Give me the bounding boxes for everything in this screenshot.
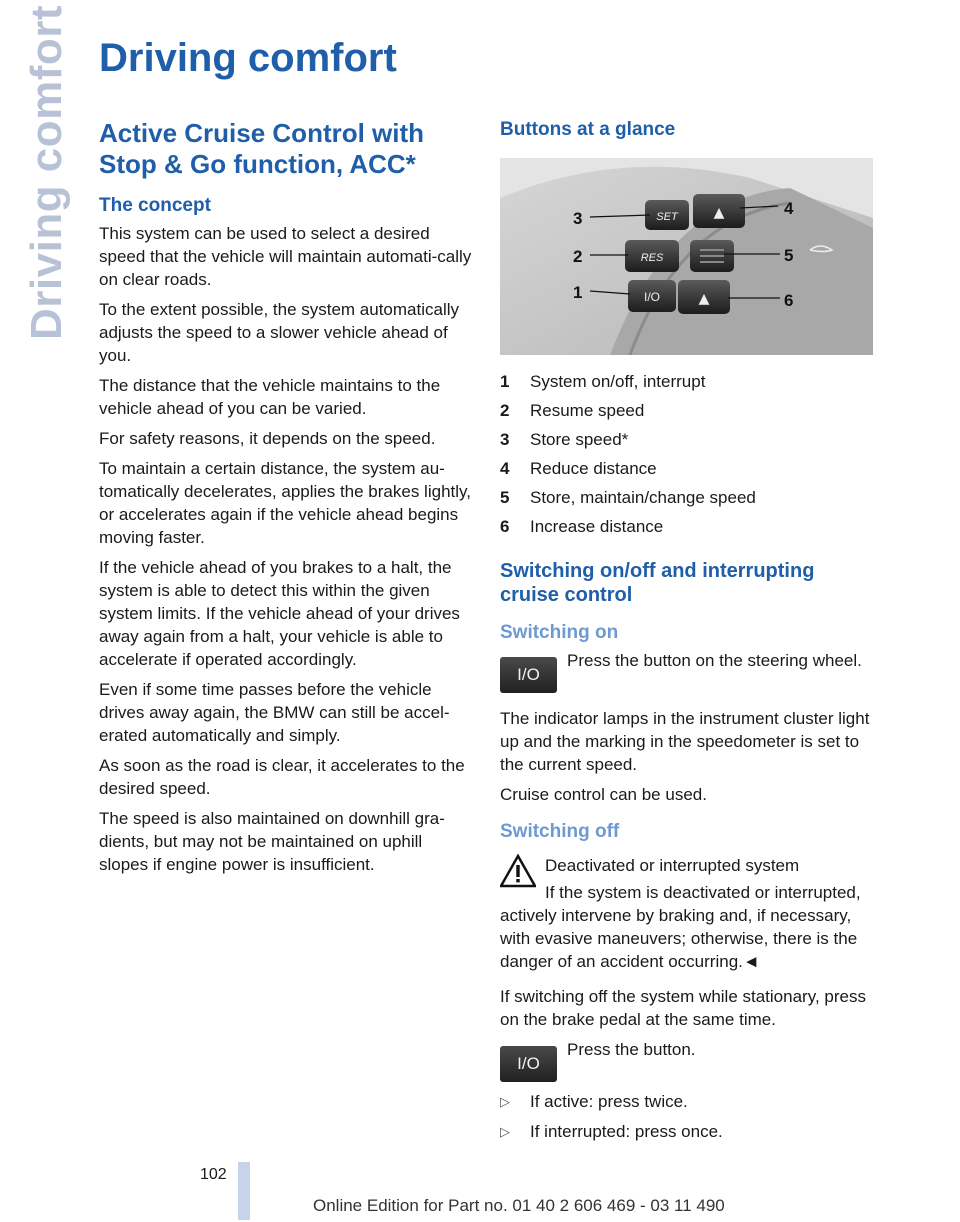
- res-button-label: RES: [640, 252, 664, 264]
- warning-text-continued: actively intervene by braking and, if necessary, with evasive maneuvers; otherwise, there is the danger of an accident occurring.◄: [500, 906, 858, 971]
- warning-title: Deactivated or interrupted system: [545, 856, 800, 875]
- steering-wheel-figure: [500, 158, 873, 355]
- warning-icon: [500, 854, 536, 888]
- footer-text: Online Edition for Part no. 01 40 2 606 469 - 03 11 490: [313, 1196, 725, 1215]
- concept-heading: The concept: [99, 195, 211, 216]
- callout-1: 1: [573, 283, 583, 302]
- page-title: Driving comfort: [99, 36, 397, 80]
- switching-on-text: Press the button on the steering wheel.: [567, 651, 862, 670]
- callout-5: 5: [784, 246, 794, 265]
- bullet-list: [500, 1090, 874, 1143]
- switching-title: Switching on/off and interrupting cruise control: [500, 560, 815, 606]
- io-button-label: I/O: [643, 290, 661, 304]
- legend-item: 3 Store speed*: [500, 430, 629, 449]
- switch-off-row: [500, 1038, 874, 1084]
- io-button-icon: I/O: [500, 657, 557, 693]
- paragraph: If switching off the system while stationary, press on the brake pedal at the same time.: [500, 987, 866, 1029]
- paragraph: The distance that the vehicle maintains to the vehicle ahead of you can be varied.: [99, 376, 441, 418]
- list-item: ▷ If active: press twice.: [500, 1092, 688, 1111]
- left-column: [99, 118, 475, 883]
- steering-wheel-illustration: [500, 158, 873, 355]
- paragraph: The indicator lamps in the instrument cluster light up and the marking in the speedometer is set to the current speed.: [500, 709, 870, 774]
- increase-distance-icon: ▲: [698, 291, 710, 307]
- io-button-icon: I/O: [500, 1046, 557, 1082]
- switching-off-heading: Switching off: [500, 821, 620, 842]
- press-button-text: Press the button.: [567, 1040, 696, 1059]
- paragraph: If the vehicle ahead of you brakes to a halt, the system is able to detect this within the given system limits. If the vehicle ahead of your drives away again from a halt, your vehicle is able to accelerate if operated accordingly.: [99, 558, 460, 669]
- section-title: Active Cruise Control with Stop & Go function, ACC*: [99, 118, 425, 179]
- buttons-heading: Buttons at a glance: [500, 119, 676, 140]
- paragraph: To the extent possible, the system automatically adjusts the speed to a slower vehicle ahead of you.: [99, 300, 460, 365]
- callout-2: 2: [573, 247, 583, 266]
- callout-4: 4: [784, 199, 794, 218]
- legend-item: 2 Resume speed: [500, 401, 645, 420]
- footer-bar: [238, 1162, 250, 1220]
- switching-on-row: [500, 649, 874, 695]
- reduce-distance-icon: ▲: [713, 205, 725, 221]
- paragraph: The speed is also maintained on downhill gra-dients, but may not be maintained on uphill slopes if engine power is insufficient.: [99, 809, 445, 874]
- paragraph: As soon as the road is clear, it accelerates to the desired speed.: [99, 756, 465, 798]
- legend-item: 4 Reduce distance: [500, 459, 657, 478]
- paragraph: Cruise control can be used.: [500, 785, 707, 804]
- set-button-label: SET: [656, 211, 678, 223]
- paragraph: Even if some time passes before the vehicle drives away again, the BMW can still be accel-erated automatically and simply.: [99, 680, 450, 745]
- switching-on-heading: Switching on: [500, 622, 619, 643]
- warning-text: If the system is deactivated or interrupted,: [545, 883, 861, 902]
- callout-6: 6: [784, 291, 794, 310]
- side-tab: [22, 4, 71, 340]
- side-tab-label: Driving comfort: [22, 4, 71, 340]
- legend-item: 5 Store, maintain/change speed: [500, 488, 756, 507]
- paragraph: This system can be used to select a desired speed that the vehicle will maintain automati-cally on clear roads.: [99, 224, 472, 289]
- legend-item: 1 System on/off, interrupt: [500, 372, 706, 391]
- list-item: ▷ If interrupted: press once.: [500, 1122, 723, 1141]
- page-number: 102: [200, 1166, 227, 1183]
- button-legend: [500, 367, 874, 541]
- warning-box: [500, 854, 874, 973]
- legend-item: 6 Increase distance: [500, 517, 664, 536]
- right-column: [500, 118, 874, 1150]
- paragraph: To maintain a certain distance, the system au-tomatically decelerates, applies the brakes lightly, or accelerates again if the vehicle ahead begins moving faster.: [99, 459, 471, 547]
- paragraph: For safety reasons, it depends on the speed.: [99, 429, 436, 448]
- callout-3: 3: [573, 209, 583, 228]
